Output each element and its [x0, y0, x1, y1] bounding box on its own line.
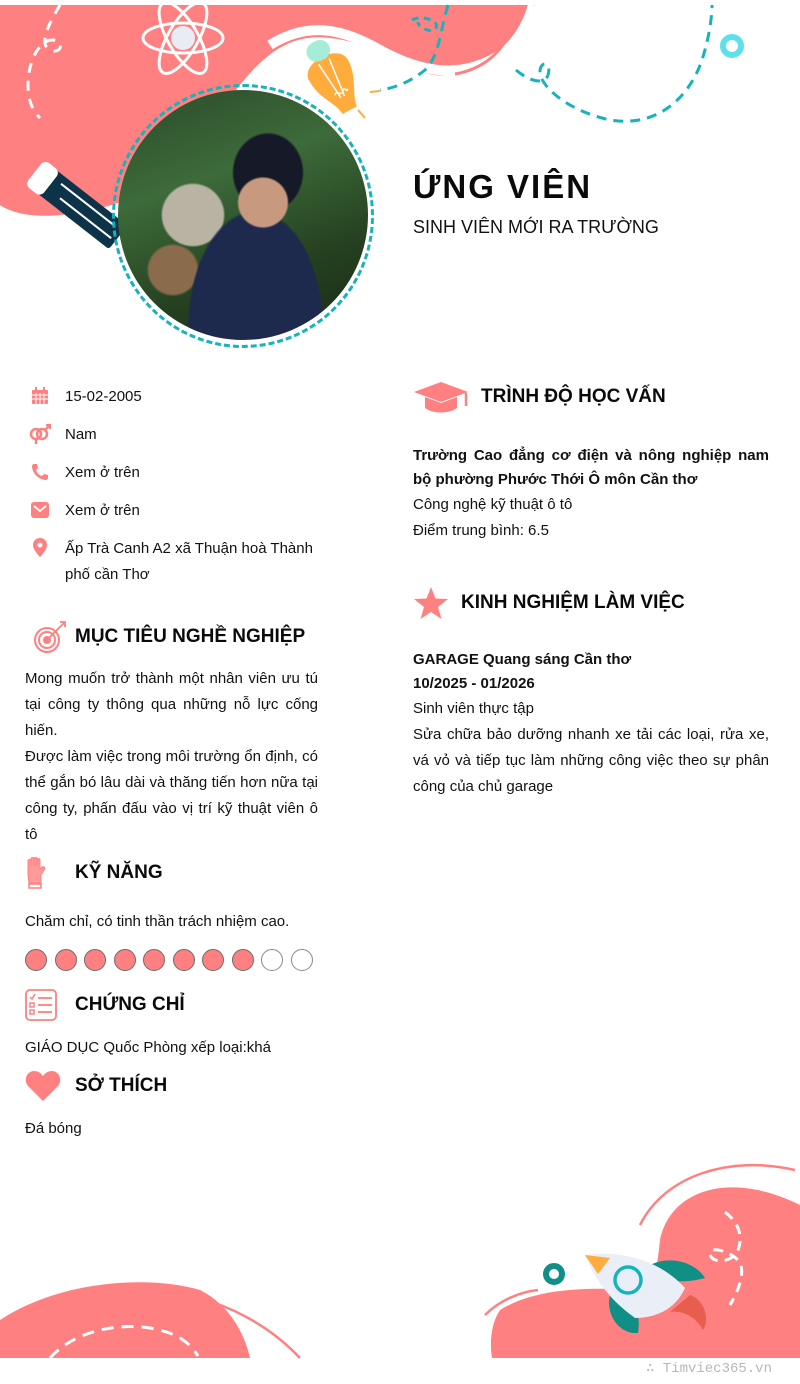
job-company: GARAGE Quang sáng Cần thơ	[413, 651, 632, 668]
hand-icon	[25, 857, 75, 889]
graduation-cap-icon	[413, 380, 481, 414]
candidate-name: ỨNG VIÊN	[413, 168, 593, 205]
phone-icon	[28, 460, 52, 484]
rating-dot-filled	[84, 949, 106, 971]
education-gpa: Điểm trung bình: 6.5	[413, 522, 549, 539]
section-education	[413, 380, 769, 544]
email-text: Xem ở trên	[65, 502, 140, 519]
section-skills	[25, 857, 318, 971]
rating-dot-empty	[261, 949, 283, 971]
objective-paragraph-1: Mong muốn trở thành một nhân viên ưu tú tại công ty thông qua những nỗ lực cống hiến.	[25, 670, 318, 739]
section-objective	[25, 620, 318, 848]
objective-paragraph-2: Được làm việc trong môi trường ổn định, có thể gắn bó lâu dài và thăng tiến hơn nữa tại công ty, phấn đấu vào vị trí kỹ thuật viên ô tô	[25, 748, 318, 843]
contact-row-birthday	[28, 384, 328, 410]
skills-title: KỸ NĂNG	[75, 862, 163, 883]
rating-dot-filled	[143, 949, 165, 971]
rating-dot-filled	[25, 949, 47, 971]
contact-row-phone	[28, 460, 328, 486]
objective-title: MỤC TIÊU NGHỀ NGHIỆP	[75, 626, 306, 647]
contact-row-address	[28, 536, 328, 588]
contact-row-gender	[28, 422, 328, 448]
hobby-item: Đá bóng	[25, 1120, 82, 1137]
school-name: Trường Cao đẳng cơ điện và nông nghiệp nam bộ phường Phước Thới Ô môn Cần thơ	[413, 447, 769, 488]
candidate-title: SINH VIÊN MỚI RA TRƯỜNG	[413, 217, 659, 237]
email-icon	[28, 498, 52, 522]
rating-dot-empty	[291, 949, 313, 971]
star-icon	[413, 586, 461, 620]
address-text: Ấp Trà Canh A2 xã Thuận hoà Thành phố cần Thơ	[65, 540, 313, 583]
rating-dot-filled	[173, 949, 195, 971]
job-period: 10/2025 - 01/2026	[413, 675, 535, 692]
gender-text: Nam	[65, 426, 97, 443]
education-title: TRÌNH ĐỘ HỌC VẤN	[481, 386, 666, 407]
phone-text: Xem ở trên	[65, 464, 140, 481]
footer-right-decoration	[480, 1150, 800, 1360]
rating-dot-filled	[202, 949, 224, 971]
certificates-title: CHỨNG CHỈ	[75, 994, 185, 1015]
heart-icon	[25, 1070, 75, 1102]
hobbies-title: SỞ THÍCH	[75, 1075, 168, 1096]
rating-dot-filled	[55, 949, 77, 971]
job-position: Sinh viên thực tập	[413, 700, 534, 717]
contact-row-email	[28, 498, 328, 524]
section-certificates	[25, 989, 318, 1061]
birthday-text: 15-02-2005	[65, 388, 142, 405]
avatar-photo	[118, 90, 368, 340]
target-icon	[25, 620, 75, 654]
job-description: Sửa chữa bảo dưỡng nhanh xe tải các loại, rửa xe, vá vỏ và tiếp tục làm những công việc theo sự phân công của chủ garage	[413, 726, 769, 795]
skill-name: Chăm chỉ, có tinh thần trách nhiệm cao.	[25, 913, 290, 930]
certificate-item: GIÁO DỤC Quốc Phòng xếp loại:khá	[25, 1039, 271, 1056]
avatar-frame	[112, 84, 374, 348]
contact-info	[28, 384, 328, 600]
section-experience	[413, 586, 769, 800]
experience-title: KINH NGHIỆM LÀM VIỆC	[461, 592, 685, 613]
gender-icon	[28, 422, 52, 446]
watermark: ∴ Timviec365.vn	[645, 1361, 772, 1377]
calendar-icon	[28, 384, 52, 408]
footer-left-decoration	[0, 1270, 320, 1360]
checklist-icon	[25, 989, 75, 1021]
skill-rating	[25, 949, 318, 971]
location-pin-icon	[28, 536, 52, 560]
rating-dot-filled	[232, 949, 254, 971]
rating-dot-filled	[114, 949, 136, 971]
education-major: Công nghệ kỹ thuật ô tô	[413, 496, 573, 513]
section-hobbies	[25, 1070, 318, 1142]
